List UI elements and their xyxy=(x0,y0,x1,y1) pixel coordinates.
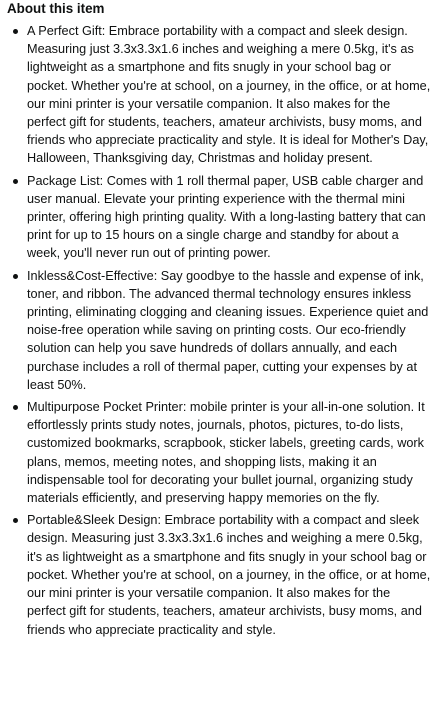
section-title: About this item xyxy=(7,1,105,16)
feature-bullet-text: Portable&Sleek Design: Embrace portability with a compact and sleek design. Measuring just 3.3x3.3x1.6 inches and weighing a mere 0.5kg, it's as lightweight as a smartphone and fits snugly in your school bag or pocket. Whether you're at school, on a journey, in the office, or at home, our mini printer is your versatile companion. It also makes for the perfect gift for students, teachers, amateur archivists, busy moms, and friends who appreciate practicality and style. xyxy=(27,513,431,637)
feature-bullet-item xyxy=(7,172,431,263)
bullet-dot-icon xyxy=(13,179,18,184)
bullet-dot-icon xyxy=(13,274,18,279)
feature-bullet-item xyxy=(7,398,431,507)
feature-bullet-item xyxy=(7,22,431,168)
bullet-dot-icon xyxy=(13,405,18,410)
feature-bullet-item xyxy=(7,267,431,394)
feature-bullet-item xyxy=(7,511,431,638)
bullet-dot-icon xyxy=(13,518,18,523)
feature-bullet-list xyxy=(7,22,431,639)
feature-bullet-text: A Perfect Gift: Embrace portability with a compact and sleek design. Measuring just 3.3x3.3x1.6 inches and weighing a mere 0.5kg, it's as lightweight as a smartphone and fits snugly in your school bag or pocket. Whether you're at school, on a journey, in the office, or at home, our mini printer is your versatile companion. It also makes for the perfect gift for students, teachers, amateur archivists, busy moms, and friends who appreciate practicality and style. It is ideal for Mother's Day, Halloween, Thanksgiving day, Christmas and holiday present. xyxy=(27,24,431,166)
feature-bullet-text: Multipurpose Pocket Printer: mobile printer is your all-in-one solution. It effortlessly prints study notes, journals, photos, pictures, to-do lists, customized bookmarks, scrapbook, sticker labels, greeting cards, work plans, memos, meeting notes, and shopping lists, making it an indispensable tool for decorating your bullet journal, organizing study materials efficiently, and preserving happy memories on the fly. xyxy=(27,400,425,506)
bullet-dot-icon xyxy=(13,29,18,34)
feature-bullet-text: Package List: Comes with 1 roll thermal paper, USB cable charger and user manual. Elevate your printing experience with the thermal mini printer, offering high printing quality. With a long-lasting battery that can print for up to 15 hours on a single charge and standby for about a week, you'll never run out of printing power. xyxy=(27,173,426,261)
feature-bullet-text: Inkless&Cost-Effective: Say goodbye to the hassle and expense of ink, toner, and ribbon. The advanced thermal technology ensures inkless printing, eliminating clogging and cleaning issues. Experience quiet and noise-free operation while saving on printing costs. Our eco-friendly solution can help you save hundreds of dollars annually, and each purchase includes a roll of thermal paper, cutting your expenses by at least 50%. xyxy=(27,268,429,392)
